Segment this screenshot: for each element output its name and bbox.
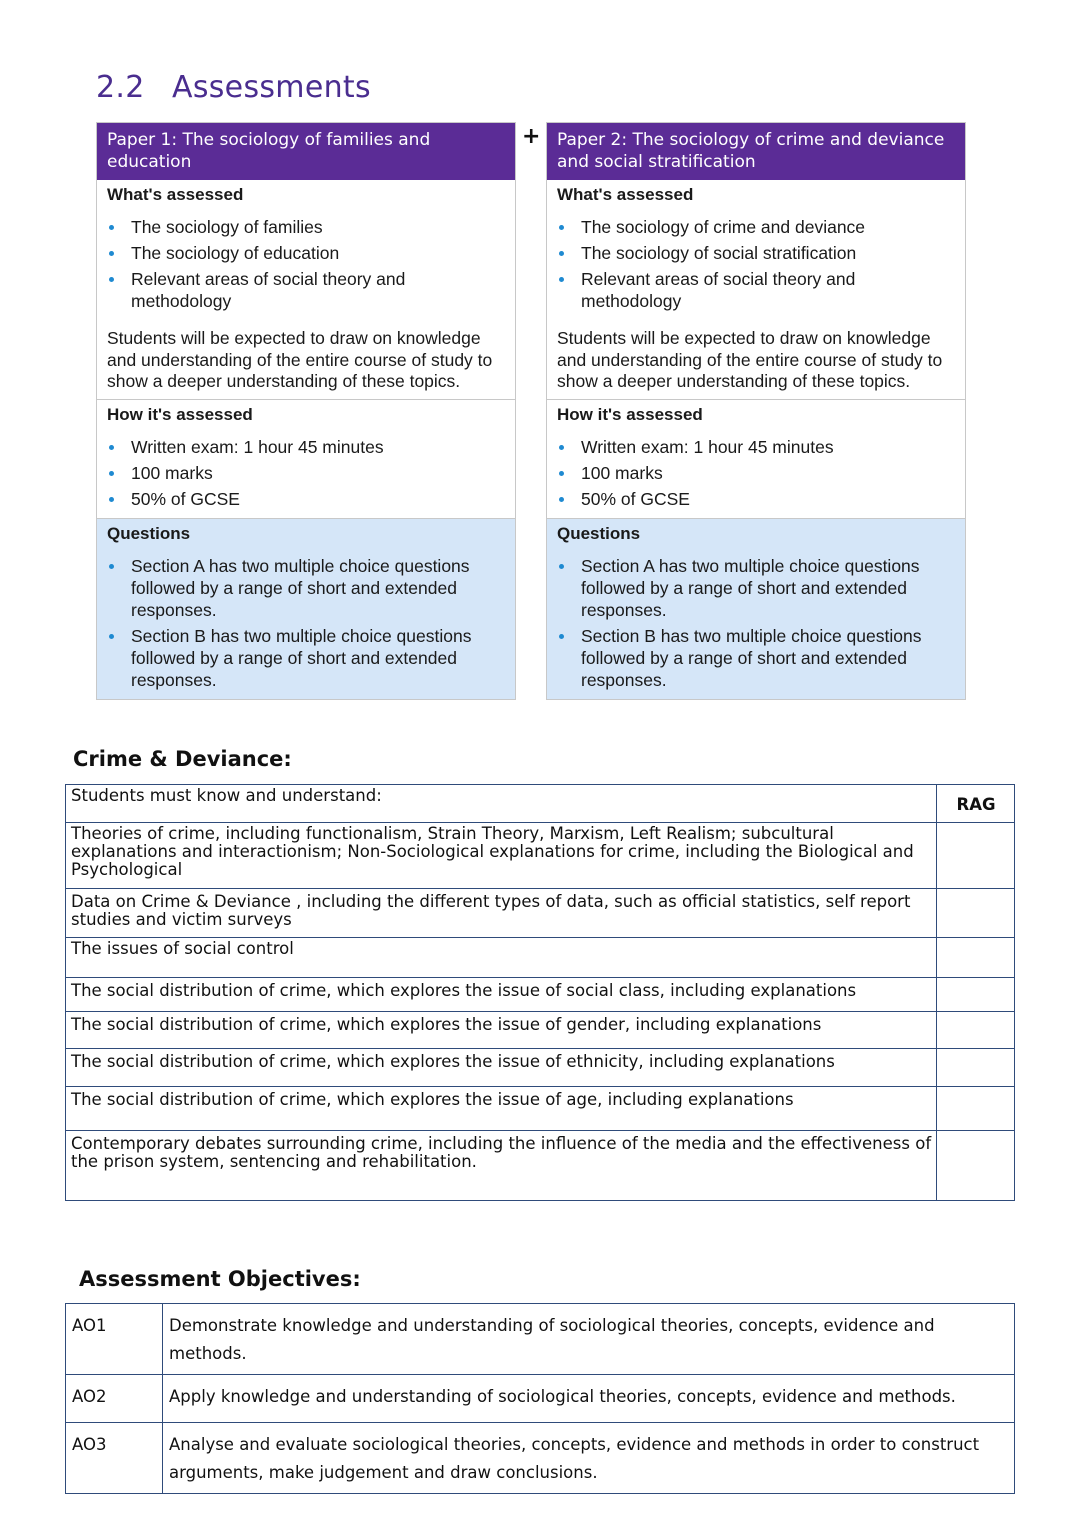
crime-topic: Contemporary debates surrounding crime, including the influence of the media and the effectiveness of the prison system, sentencing and rehabilitation.: [66, 1131, 937, 1201]
list-item: Section B has two multiple choice questions followed by a range of short and extended responses.: [131, 625, 505, 691]
crime-topic: The social distribution of crime, which explores the issue of ethnicity, including explanations: [66, 1049, 937, 1087]
table-row: [66, 1087, 1015, 1131]
paper-2-whats-assessed-label: What's assessed: [557, 185, 694, 204]
table-row: [66, 1304, 1015, 1375]
list-item: The sociology of families: [131, 216, 505, 238]
list-item: 50% of GCSE: [131, 488, 505, 510]
rag-cell[interactable]: [937, 1131, 1015, 1201]
rag-cell[interactable]: [937, 938, 1015, 978]
paper-1-questions: [97, 518, 515, 699]
table-row: [66, 1375, 1015, 1423]
paper-2-card: [546, 122, 966, 700]
crime-checklist-table: [65, 784, 1015, 1201]
paper-1-whats-assessed-label: What's assessed: [107, 185, 244, 204]
paper-1-title: Paper 1: The sociology of families and education: [97, 123, 515, 180]
paper-2-how-list: [547, 430, 965, 518]
crime-topic: The social distribution of crime, which explores the issue of gender, including explanations: [66, 1012, 937, 1049]
crime-heading: Crime & Deviance:: [73, 747, 292, 771]
list-item: Section A has two multiple choice questions followed by a range of short and extended responses.: [581, 555, 955, 621]
objective-text: Analyse and evaluate sociological theories, concepts, evidence and methods in order to construct arguments, make judgement and draw conclusions.: [163, 1423, 1015, 1494]
crime-intro: Students must know and understand:: [66, 785, 937, 823]
paper-2-how-label: How it's assessed: [547, 399, 965, 430]
table-row: [66, 1012, 1015, 1049]
objectives-heading: Assessment Objectives:: [79, 1267, 361, 1291]
crime-topic: The issues of social control: [66, 938, 937, 978]
paper-1-how-label: How it's assessed: [97, 399, 515, 430]
table-row: [66, 889, 1015, 938]
paper-2-questions: [547, 518, 965, 699]
table-row: [66, 938, 1015, 978]
list-item: Relevant areas of social theory and methodology: [131, 268, 505, 312]
plus-icon: +: [522, 124, 541, 149]
section-heading: Assessments: [172, 70, 371, 105]
objective-text: Demonstrate knowledge and understanding of sociological theories, concepts, evidence and methods.: [163, 1304, 1015, 1375]
paper-2-questions-list: [547, 549, 965, 699]
objective-code: AO1: [66, 1304, 163, 1375]
paper-1-card: [96, 122, 516, 700]
objective-code: AO2: [66, 1375, 163, 1423]
table-row: [66, 823, 1015, 889]
list-item: Relevant areas of social theory and methodology: [581, 268, 955, 312]
rag-cell[interactable]: [937, 978, 1015, 1012]
paper-2-title: Paper 2: The sociology of crime and deviance and social stratification: [547, 123, 965, 180]
paper-1-how-list: [97, 430, 515, 518]
list-item: The sociology of social stratification: [581, 242, 955, 264]
table-row: [66, 978, 1015, 1012]
section-title: [96, 70, 371, 105]
paper-1-questions-label: Questions: [97, 518, 515, 549]
list-item: Written exam: 1 hour 45 minutes: [581, 436, 955, 458]
list-item: Written exam: 1 hour 45 minutes: [131, 436, 505, 458]
paper-2-assessed-list: [547, 210, 965, 320]
objective-text: Apply knowledge and understanding of sociological theories, concepts, evidence and methods.: [163, 1375, 1015, 1423]
list-item: Section A has two multiple choice questions followed by a range of short and extended responses.: [131, 555, 505, 621]
rag-cell[interactable]: [937, 889, 1015, 938]
list-item: 50% of GCSE: [581, 488, 955, 510]
table-row: [66, 1131, 1015, 1201]
rag-cell[interactable]: [937, 823, 1015, 889]
objective-code: AO3: [66, 1423, 163, 1494]
list-item: Section B has two multiple choice questions followed by a range of short and extended responses.: [581, 625, 955, 691]
rag-header: RAG: [937, 785, 1015, 823]
table-row: [66, 1423, 1015, 1494]
rag-cell[interactable]: [937, 1087, 1015, 1131]
list-item: The sociology of crime and deviance: [581, 216, 955, 238]
paper-1-questions-list: [97, 549, 515, 699]
rag-cell[interactable]: [937, 1012, 1015, 1049]
rag-cell[interactable]: [937, 1049, 1015, 1087]
section-number: 2.2: [96, 70, 145, 105]
crime-topic: The social distribution of crime, which explores the issue of social class, including explanations: [66, 978, 937, 1012]
objectives-table: [65, 1303, 1015, 1494]
crime-topic: Theories of crime, including functionalism, Strain Theory, Marxism, Left Realism; subcultural explanations and interactionism; Non-Sociological explanations for crime, including the Biological and Psychological: [66, 823, 937, 889]
paper-1-assessed-list: [97, 210, 515, 320]
list-item: 100 marks: [581, 462, 955, 484]
crime-topic: Data on Crime & Deviance , including the different types of data, such as official statistics, self report studies and victim surveys: [66, 889, 937, 938]
paper-2-note: Students will be expected to draw on knowledge and understanding of the entire course of study to show a deeper understanding of these topics.: [557, 328, 943, 391]
table-row: [66, 1049, 1015, 1087]
crime-topic: The social distribution of crime, which explores the issue of age, including explanations: [66, 1087, 937, 1131]
list-item: The sociology of education: [131, 242, 505, 264]
table-row: [66, 785, 1015, 823]
paper-2-questions-label: Questions: [547, 518, 965, 549]
list-item: 100 marks: [131, 462, 505, 484]
paper-1-note: Students will be expected to draw on knowledge and understanding of the entire course of study to show a deeper understanding of these topics.: [107, 328, 493, 391]
